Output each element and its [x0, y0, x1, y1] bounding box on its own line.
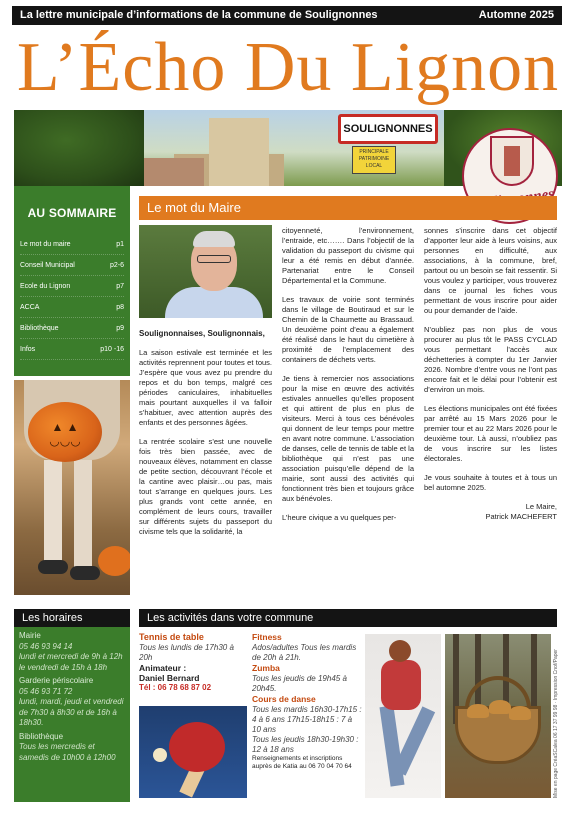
sommaire-item-label: ACCA	[20, 303, 40, 311]
mairie-hours: lundi et mercredi de 9h à 12h le vendredi de 15h à 18h	[19, 652, 123, 672]
zumba-title: Zumba	[252, 663, 280, 673]
horaires-box	[14, 627, 130, 802]
pumpkin-child-photo: ▲ ▲ ◡◡◡	[14, 380, 130, 595]
tennis-schedule: Tous les lundis de 17h30 à 20h	[139, 643, 234, 662]
maire-greeting: Soulignonnaises, Soulignonnais,	[139, 329, 265, 338]
fitness-schedule: Ados/adultes Tous les mardis de 20h à 21h.	[252, 643, 357, 662]
mushroom-basket-photo	[445, 634, 551, 798]
fitness-title: Fitness	[252, 632, 282, 642]
zumba-schedule: Tous les jeudis de 19h45 à 20h45.	[252, 674, 347, 693]
tennis-phone: Tél : 06 78 68 87 02	[139, 683, 212, 692]
danse-schedule-jeudi: Tous les jeudis 18h30-19h30 : 12 à 18 ans	[252, 735, 359, 754]
maire-text-column-1	[139, 328, 272, 546]
village-road-sign: SOULIGNONNES	[338, 114, 438, 144]
tennis-animator-name: Daniel Bernard	[139, 673, 200, 683]
section-title-activites: Les activités dans votre commune	[139, 609, 557, 627]
mairie-label: Mairie	[19, 631, 41, 640]
danse-schedule-mardi: Tous les mardis 16h30-17h15 : 4 à 6 ans 17h15-18h15 : 7 à 10 ans	[252, 705, 362, 734]
maire-paragraph: Les élections municipales ont été fixées par arrêté au 15 Mars 2026 pour le premier tour et au 22 Mars 2026 pour le deuxième tour. Là aussi, n’oubliez pas de vous inscrire sur les listes électorales.	[424, 404, 557, 463]
maire-text-column-2	[282, 226, 414, 532]
bibliotheque-hours: Tous les mercredis et samedis de 10h00 à 12h00	[19, 742, 116, 762]
maire-paragraph: N’oubliez pas non plus de vous procurer au plus tôt le PASS CYCLAD vous permettant l’accès aux déchetteries à compter du 1er Janvier 2026. Nombre d’entre vous ne l’ont pas encore fait et le délai pour l’obtenir est d’environ un mois.	[424, 325, 557, 394]
signoff-role: Le Maire,	[525, 502, 557, 511]
maire-paragraph: sonnes s’inscrire dans cet objectif d’apporter leur aide à leurs voisins, aux personnes en difficulté, aux associations, à la commune, bref, partout ou un besoin se fait ressentir. Si vous voulez y participer, vous trouverez dans ce journal les fiches vous permettant de vous inscrire pour aider ou pour demander de l’aide.	[424, 226, 557, 315]
maire-paragraph: La rentrée scolaire s’est une nouvelle fois très bien passée, avec de nouveaux élèves, notamment en classe de petite section, découvrant l’école et la cantine avec plaisir…ou pas, mais tout s’arrange en quelques jours. Les plus grands vont cette année, en complément de leurs cours, travailler sur différents sujets du passeport du civisme tels que la solidarité, la	[139, 437, 272, 536]
sommaire-item[interactable]	[20, 297, 124, 318]
maire-paragraph: La saison estivale est terminée et les activités reprennent pour toutes et tous. J’espère que vous avez pu prendre du repos et du bon temps, malgré ces périodes caniculaires, inhabituelles mais pourtant auxquelles il va falloir s’habituer, avec attention auprès des enfants et des personnes âgées.	[139, 348, 272, 427]
sommaire-item[interactable]	[20, 255, 124, 276]
sommaire-item-page: p8	[116, 303, 124, 311]
signoff-name: Patrick MACHEFERT	[485, 512, 557, 521]
sommaire-item-page: p7	[116, 282, 124, 290]
sommaire-item-page: p10 -16	[100, 345, 124, 353]
maire-paragraph: Les travaux de voirie sont terminés dans le village de Boutiraud et sur le Chemin de la Chaumette au Brassaud. Un deuxième point d’eau a également été réalisé dans le haut du cimetière à proximité de l’emplacement des containers de déchets verts.	[282, 295, 414, 364]
sommaire-item[interactable]	[20, 276, 124, 297]
bibliotheque-label: Bibliothèque	[19, 731, 64, 741]
sommaire-item[interactable]	[20, 339, 124, 360]
garderie-hours: lundi, mardi, jeudi et vendredi de 7h30 à 8h30 et de 16h à 18h30.	[19, 697, 124, 727]
mayor-portrait-photo	[139, 225, 272, 318]
sommaire-box	[14, 186, 130, 376]
maire-paragraph: Je vous souhaite à toutes et à tous un bel automne 2025.	[424, 473, 557, 492]
sommaire-item-label: Ecole du Lignon	[20, 282, 71, 290]
maire-paragraph: citoyenneté, l’environnement, l’entraide, etc……. Dans l’objectif de la validation du passeport du civisme qui leur a été remis en début d’année. Partenariat entre le Conseil Départemental et la Commune.	[282, 226, 414, 285]
tennis-animator-label: Animateur :	[139, 663, 187, 673]
heritage-sign: PRINCIPALE PATRIMOINE LOCAL	[352, 146, 396, 174]
maire-paragraph: Je tiens à remercier nos associations pour la mise en œuvre des activités estivales annuelles qu’elles proposent et qui attirent de plus en plus de visiteurs. Merci à tous ces bénévoles qui donnent de leur temps pour mettre en avant notre commune. L’association de danses, celle de tennis de table et la bibliothèque qui n’est pas une association puisqu’elle dépend de la mairie, sont aussi des activités qui fonctionnent très bien et toujours grâce aux bénévoles.	[282, 374, 414, 503]
section-title-maire: Le mot du Maire	[139, 196, 557, 220]
sommaire-item[interactable]	[20, 318, 124, 339]
header-season: Automne 2025	[478, 9, 554, 21]
danse-contact: Renseignements et inscriptions auprès de Katia au 06 70 04 70 64	[252, 755, 352, 770]
header-tagline: La lettre municipale d’informations de la commune de Soulignonnes	[20, 9, 378, 21]
masthead-title: L’Écho Du Lignon	[16, 29, 560, 106]
fitness-runner-photo	[365, 634, 441, 798]
ping-pong-photo	[139, 706, 247, 798]
sommaire-item-page: p1	[116, 240, 124, 248]
print-credits: Mise en page CréaSCalea 06 17 37 99 98 · Impression Cnof/Paper	[553, 649, 559, 798]
header-bar	[12, 6, 562, 25]
sommaire-item-page: p2-6	[109, 261, 124, 269]
maire-paragraph: L’heure civique a vu quelques per-	[282, 513, 397, 522]
maire-text-column-3	[424, 226, 557, 522]
sommaire-item-label: Bibliothèque	[20, 324, 59, 332]
sommaire-item-label: Le mot du maire	[20, 240, 71, 248]
sommaire-item[interactable]	[20, 234, 124, 255]
garderie-phone: 05 46 93 71 72	[19, 686, 73, 696]
garderie-label: Garderie périscolaire	[19, 676, 94, 685]
section-title-horaires: Les horaires	[14, 609, 130, 627]
sommaire-item-label: Infos	[20, 345, 36, 353]
sommaire-item-label: Conseil Municipal	[20, 261, 75, 269]
tennis-title: Tennis de table	[139, 632, 204, 642]
fitness-zumba-danse-block	[252, 632, 362, 771]
mairie-phone: 05 46 93 94 14	[19, 641, 73, 651]
sommaire-item-page: p9	[116, 324, 124, 332]
sommaire-title: AU SOMMAIRE	[27, 206, 117, 220]
danse-title: Cours de danse	[252, 694, 316, 704]
tennis-block	[139, 632, 247, 693]
